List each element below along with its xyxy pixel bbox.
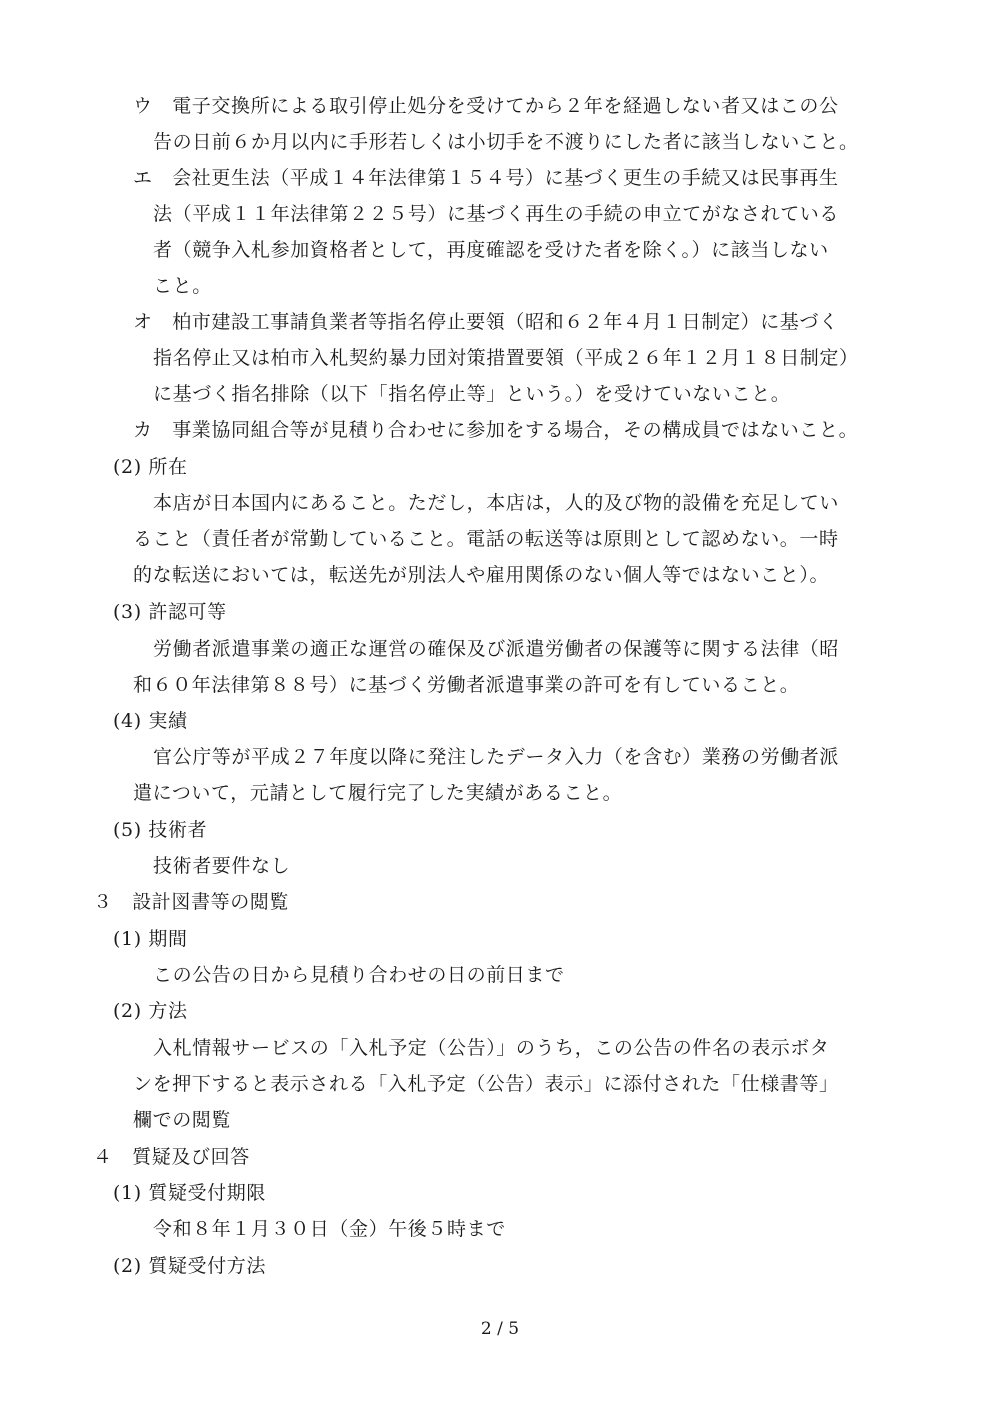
section-heading-submission: (2) 質疑受付方法 <box>113 1255 266 1277</box>
text-line-7: オ 柏市建設工事請負業者等指名停止要領（昭和６２年４月１日制定）に基づく <box>133 311 839 333</box>
text-line-2: 告の日前６か月以内に手形若しくは小切手を不渡りにした者に該当しないこと。 <box>153 131 859 153</box>
section-heading-record: (4) 実績 <box>113 710 188 732</box>
text-line-27: 入札情報サービスの「入札予定（公告）」のうち，この公告の件名の表示ボタ <box>153 1037 830 1059</box>
page-number: 2 / 5 <box>480 1319 520 1339</box>
text-line-25: この公告の日から見積り合わせの日の前日まで <box>153 964 565 986</box>
text-line-14: 的な転送においては，転送先が別法人や雇用関係のない個人等ではないこと）。 <box>133 564 830 586</box>
section-heading-3: ３ 設計図書等の閲覧 <box>93 891 290 913</box>
text-line-8: 指名停止又は柏市入札契約暴力団対策措置要領（平成２６年１２月１８日制定） <box>153 347 859 369</box>
text-line-29: 欄での閲覧 <box>133 1109 232 1131</box>
section-heading-method: (2) 方法 <box>113 1000 188 1022</box>
text-line-6: こと。 <box>153 275 212 297</box>
section-heading-engineer: (5) 技術者 <box>113 819 208 841</box>
text-line-12: 本店が日本国内にあること。ただし，本店は，人的及び物的設備を充足してい <box>153 492 840 514</box>
text-line-28: ンを押下すると表示される「入札予定（公告）表示」に添付された「仕様書等」 <box>133 1073 839 1095</box>
text-line-4: 法（平成１１年法律第２２５号）に基づく再生の手続の申立てがなされている <box>153 203 840 225</box>
text-line-5: 者（競争入札参加資格者として，再度確認を受けた者を除く。）に該当しない <box>153 239 829 261</box>
text-line-20: 遣について，元請として履行完了した実績があること。 <box>133 782 623 804</box>
section-heading-deadline: (1) 質疑受付期限 <box>113 1182 266 1204</box>
text-line-9: に基づく指名排除（以下「指名停止等」という。）を受けていないこと。 <box>153 383 791 405</box>
text-line-17: 和６０年法律第８８号）に基づく労働者派遣事業の許可を有していること。 <box>133 674 800 696</box>
text-line-13: ること（責任者が常勤していること。電話の転送等は原則として認めない。一時 <box>133 528 839 550</box>
text-line-22: 技術者要件なし <box>153 855 291 877</box>
text-line-16: 労働者派遣事業の適正な運営の確保及び派遣労働者の保護等に関する法律（昭 <box>153 638 840 660</box>
section-heading-location: (2) 所在 <box>113 456 188 478</box>
text-line-10: カ 事業協同組合等が見積り合わせに参加をする場合，その構成員ではないこと。 <box>133 419 859 441</box>
text-line-32: 令和８年１月３０日（金）午後５時まで <box>153 1218 506 1240</box>
section-heading-4: ４ 質疑及び回答 <box>93 1146 250 1168</box>
text-line-19: 官公庁等が平成２７年度以降に発注したデータ入力（を含む）業務の労働者派 <box>153 746 840 768</box>
section-heading-period: (1) 期間 <box>113 928 188 950</box>
section-heading-permits: (3) 許認可等 <box>113 601 227 623</box>
text-line-3: エ 会社更生法（平成１４年法律第１５４号）に基づく更生の手続又は民事再生 <box>133 167 839 189</box>
text-line-1: ウ 電子交換所による取引停止処分を受けてから２年を経過しない者又はこの公 <box>133 95 839 117</box>
